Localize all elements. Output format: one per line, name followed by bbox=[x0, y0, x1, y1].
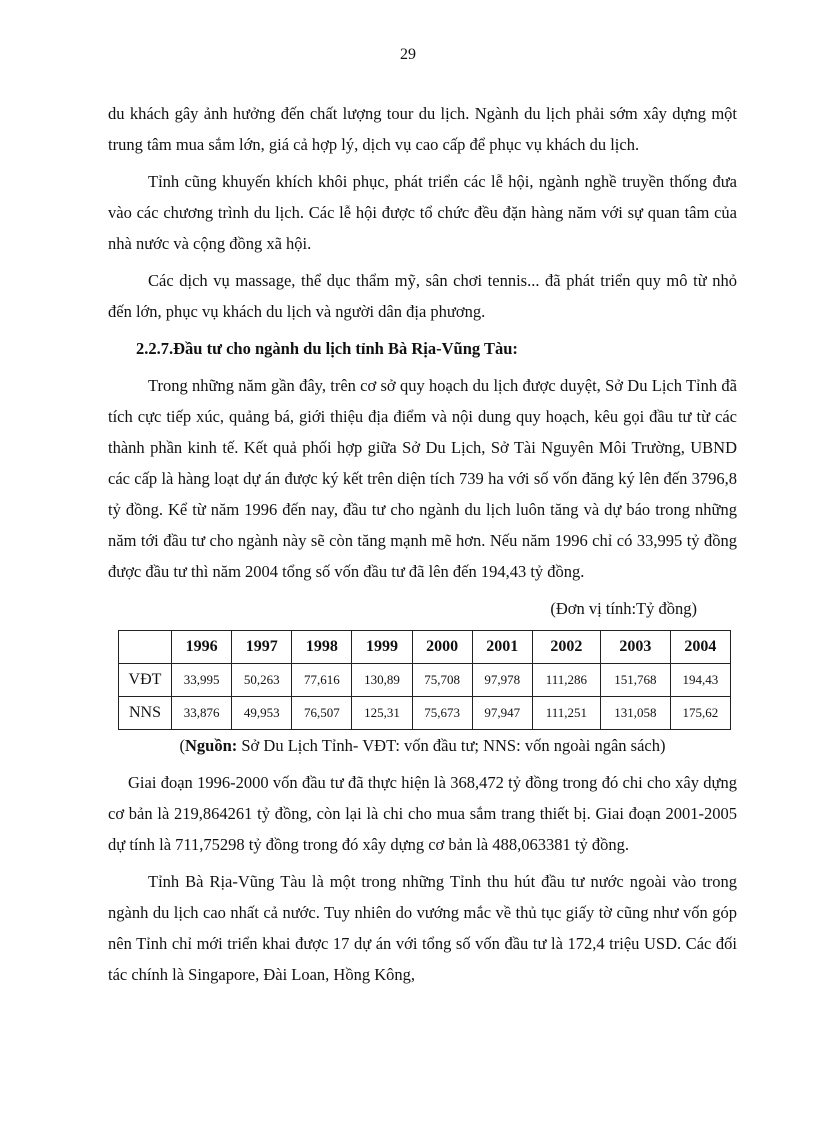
year-header: 1999 bbox=[352, 631, 412, 664]
table-cell: 76,507 bbox=[292, 697, 352, 730]
table-cell: 33,876 bbox=[172, 697, 232, 730]
paragraph-festivals: Tỉnh cũng khuyến khích khôi phục, phát triển các lễ hội, ngành nghề truyền thống đưa vào các chương trình du lịch. Các lễ hội được tổ chức đều đặn hàng năm với sự quan tâm của nhà nước và cộng đồng xã hội. bbox=[108, 172, 737, 253]
table-row bbox=[119, 664, 731, 697]
table-cell: 75,708 bbox=[412, 664, 472, 697]
year-header: 2003 bbox=[601, 631, 671, 664]
table-cell: 97,978 bbox=[472, 664, 532, 697]
year-header: 1998 bbox=[292, 631, 352, 664]
section-heading: 2.2.7.Đầu tư cho ngành du lịch tỉnh Bà Rịa-Vũng Tàu: bbox=[136, 339, 518, 358]
year-header: 2002 bbox=[532, 631, 600, 664]
year-header: 1997 bbox=[232, 631, 292, 664]
table-unit-note: (Đơn vị tính:Tỷ đồng) bbox=[550, 599, 697, 618]
source-text: Sở Du Lịch Tỉnh- VĐT: vốn đầu tư; NNS: vốn ngoài ngân sách) bbox=[237, 736, 666, 755]
paragraph-services: Các dịch vụ massage, thể dục thẩm mỹ, sân chơi tennis... đã phát triển quy mô từ nhỏ đến lớn, phục vụ khách du lịch và người dân địa phương. bbox=[108, 271, 737, 321]
paragraph-shopping: du khách gây ảnh hưởng đến chất lượng tour du lịch. Ngành du lịch phải sớm xây dựng một trung tâm mua sắm lớn, giá cả hợp lý, dịch vụ cao cấp để phục vụ khách du lịch. bbox=[108, 104, 737, 154]
year-header: 2001 bbox=[472, 631, 532, 664]
table-cell: 194,43 bbox=[670, 664, 730, 697]
year-header: 2004 bbox=[670, 631, 730, 664]
paragraph-foreign-investment: Tỉnh Bà Rịa-Vũng Tàu là một trong những Tỉnh thu hút đầu tư nước ngoài vào trong ngành du lịch cao nhất cả nước. Tuy nhiên do vướng mắc về thủ tục giấy tờ cũng như vốn góp nên Tỉnh chỉ mới triển khai được 17 dự án với tổng số vốn đầu tư là 172,4 triệu USD. Các đối tác chính là Singapore, Đài Loan, Hồng Kông, bbox=[108, 872, 737, 984]
investment-table bbox=[118, 630, 731, 730]
table-cell: 175,62 bbox=[670, 697, 730, 730]
year-header: 1996 bbox=[172, 631, 232, 664]
row-label: NNS bbox=[119, 697, 172, 730]
table-cell: 50,263 bbox=[232, 664, 292, 697]
table-cell: 111,286 bbox=[532, 664, 600, 697]
table-cell: 131,058 bbox=[601, 697, 671, 730]
table-source: (Nguồn: Sở Du Lịch Tỉnh- VĐT: vốn đầu tư; NNS: vốn ngoài ngân sách) bbox=[179, 736, 666, 755]
table-cell: 49,953 bbox=[232, 697, 292, 730]
table-cell: 97,947 bbox=[472, 697, 532, 730]
table-cell: 125,31 bbox=[352, 697, 412, 730]
paragraph-phases: Giai đoạn 1996-2000 vốn đầu tư đã thực hiện là 368,472 tỷ đồng trong đó chi cho xây dựng cơ bản là 219,864261 tỷ đồng, còn lại là chi cho mua sắm trang thiết bị. Giai đoạn 2001-2005 dự tính là 711,75298 tỷ đồng trong đó xây dựng cơ bản là 488,063381 tỷ đồng. bbox=[108, 773, 737, 854]
table-row bbox=[119, 697, 731, 730]
source-label: Nguồn: bbox=[184, 736, 238, 755]
table-cell: 111,251 bbox=[532, 697, 600, 730]
paragraph-investment: Trong những năm gần đây, trên cơ sở quy hoạch du lịch được duyệt, Sở Du Lịch Tỉnh đã tích cực tiếp xúc, quảng bá, giới thiệu địa điểm và nội dung quy hoạch, kêu gọi đầu tư từ các thành phần kinh tế. Kết quả phối hợp giữa Sở Du Lịch, Sở Tài Nguyên Môi Trường, UBND các cấp là hàng loạt dự án được ký kết trên diện tích 739 ha với số vốn đăng ký lên đến 3796,8 tỷ đồng. Kể từ năm 1996 đến nay, đầu tư cho ngành du lịch luôn tăng và dự báo trong những năm tới đầu tư cho ngành này sẽ còn tăng mạnh mẽ hơn. Nếu năm 1996 chỉ có 33,995 tỷ đồng được đầu tư thì năm 2004 tổng số vốn đầu tư đã lên đến 194,43 tỷ đồng. bbox=[108, 376, 737, 581]
page-number: 29 bbox=[400, 46, 416, 63]
table-cell: 33,995 bbox=[172, 664, 232, 697]
row-label: VĐT bbox=[119, 664, 172, 697]
table-cell: 75,673 bbox=[412, 697, 472, 730]
table-header-row bbox=[119, 631, 731, 664]
document-body bbox=[108, 98, 737, 996]
table-corner-cell bbox=[119, 631, 172, 664]
table-cell: 130,89 bbox=[352, 664, 412, 697]
year-header: 2000 bbox=[412, 631, 472, 664]
table-cell: 151,768 bbox=[601, 664, 671, 697]
table-cell: 77,616 bbox=[292, 664, 352, 697]
